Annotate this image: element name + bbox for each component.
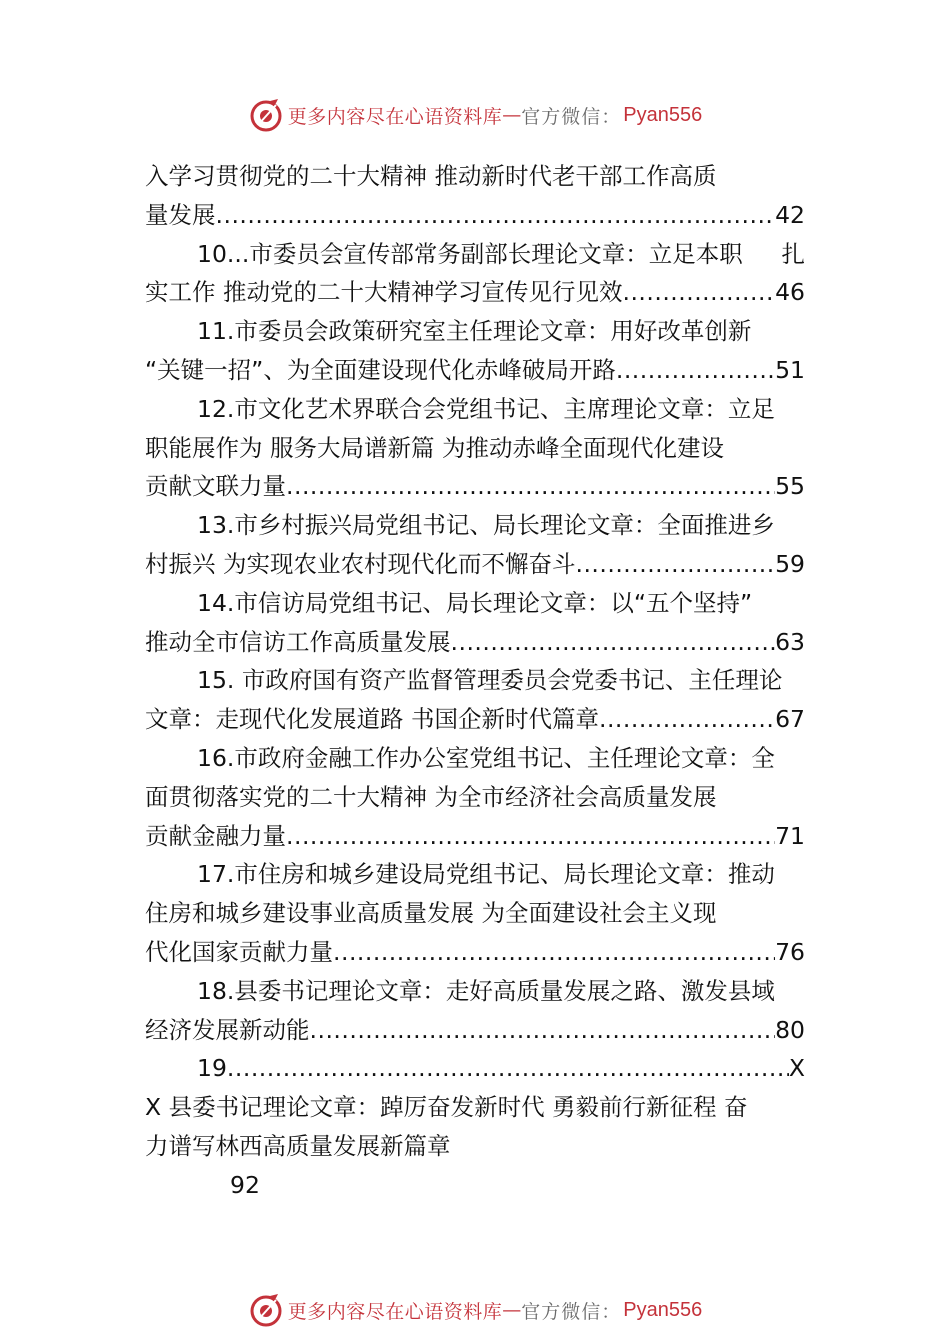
toc-leader (286, 467, 775, 506)
toc-line (145, 778, 805, 817)
toc-text: 16.市政府金融工作办公室党组书记、主任理论文章：全 (197, 743, 775, 772)
toc-page-number: 71 (775, 821, 805, 850)
toc-text: 面贯彻落实党的二十大精神 为全市经济社会高质量发展 (145, 782, 717, 811)
banner-wechat-id: Pyan556 (623, 103, 703, 126)
toc-line (145, 273, 805, 312)
toc-text: 职能展作为 服务大局谱新篇 为推动赤峰全面现代化建设 (145, 433, 724, 462)
toc-leader (599, 700, 775, 739)
toc-line (145, 1088, 805, 1127)
toc-text: 19 (197, 1054, 227, 1083)
banner-mid-text: 官方微信： (521, 1300, 622, 1323)
toc-line (145, 157, 805, 196)
toc-text: 推动全市信访工作高质量发展 (145, 627, 451, 656)
brand-logo-icon (248, 1292, 284, 1328)
toc-line (145, 351, 805, 390)
toc-text: 力谱写林西高质量发展新篇章 (145, 1131, 451, 1160)
toc-line (145, 1011, 805, 1050)
banner-mid-text: 官方微信： (521, 105, 622, 128)
toc-line (145, 1166, 805, 1205)
toc-page-number: 67 (775, 705, 805, 734)
banner-dash: — (502, 104, 522, 126)
watermark-banner-top (0, 95, 950, 135)
toc-line (145, 623, 805, 662)
toc-leader (622, 273, 775, 312)
toc-text: 住房和城乡建设事业高质量发展 为全面建设社会主义现 (145, 899, 717, 928)
toc-text: 经济发展新动能 (145, 1015, 310, 1044)
toc-text: X 县委书记理论文章：踔厉奋发新时代 勇毅前行新征程 奋 (145, 1093, 748, 1122)
toc-text: X (788, 1054, 805, 1083)
toc-line (145, 739, 805, 778)
toc-text: 贡献文联力量 (145, 472, 286, 501)
table-of-contents (145, 157, 805, 1205)
toc-text: 17.市住房和城乡建设局党组书记、局长理论文章：推动 (197, 860, 775, 889)
toc-line (145, 235, 805, 274)
toc-leader (616, 351, 775, 390)
banner-left-text: 更多内容尽在心语资料库 (287, 105, 503, 128)
toc-line (145, 467, 805, 506)
toc-text: 11.市委员会政策研究室主任理论文章：用好改革创新 (197, 317, 752, 346)
toc-text: 入学习贯彻党的二十大精神 推动新时代老干部工作高质 (145, 162, 717, 190)
toc-leader (286, 817, 775, 856)
toc-text: 15. 市政府国有资产监督管理委员会党委书记、主任理论 (197, 666, 783, 695)
watermark-banner-bottom (0, 1290, 950, 1330)
toc-leader (216, 196, 776, 235)
toc-text: 代化国家贡献力量 (145, 937, 333, 966)
toc-text: 扎 (781, 239, 805, 268)
toc-line (145, 390, 805, 429)
toc-line (145, 312, 805, 351)
toc-line (145, 661, 805, 700)
toc-leader (310, 1011, 776, 1050)
brand-logo-icon (248, 97, 284, 133)
toc-line (145, 933, 805, 972)
toc-line (145, 894, 805, 933)
toc-page-number: 92 (230, 1170, 260, 1199)
toc-text: 18.县委书记理论文章：走好高质量发展之路、激发县域 (197, 976, 775, 1005)
toc-page-number: 59 (775, 549, 805, 578)
toc-line (145, 1127, 805, 1166)
toc-line (145, 506, 805, 545)
toc-line (145, 196, 805, 235)
toc-text: 14.市信访局党组书记、局长理论文章：以“五个坚持” (197, 588, 753, 617)
toc-page-number: 42 (775, 200, 805, 229)
toc-leader (227, 1049, 789, 1088)
toc-text: 实工作 推动党的二十大精神学习宣传见行见效 (145, 278, 623, 307)
toc-text: 文章：走现代化发展道路 书国企新时代篇章 (145, 705, 599, 734)
toc-page-number: 80 (775, 1015, 805, 1044)
toc-text: 贡献金融力量 (145, 821, 286, 850)
toc-line (145, 972, 805, 1011)
toc-text: 10...市委员会宣传部常务副部长理论文章：立足本职 (197, 239, 743, 268)
toc-text: 量发展 (145, 200, 216, 229)
toc-leader (451, 623, 776, 662)
toc-page-number: 63 (775, 627, 805, 656)
toc-line (145, 1049, 805, 1088)
toc-line (145, 584, 805, 623)
toc-line (145, 700, 805, 739)
toc-page-number: 55 (775, 472, 805, 501)
toc-line (145, 817, 805, 856)
toc-line (145, 855, 805, 894)
toc-page-number: 76 (775, 937, 805, 966)
toc-leader (333, 933, 775, 972)
toc-line (145, 429, 805, 468)
toc-line (145, 545, 805, 584)
banner-dash: — (502, 1299, 522, 1321)
toc-text: 12.市文化艺术界联合会党组书记、主席理论文章：立足 (197, 394, 775, 423)
toc-text: 村振兴 为实现农业农村现代化而不懈奋斗 (145, 549, 576, 578)
banner-left-text: 更多内容尽在心语资料库 (287, 1300, 503, 1323)
banner-wechat-id: Pyan556 (623, 1298, 703, 1321)
toc-text: “关键一招”、为全面建设现代化赤峰破局开路 (145, 355, 616, 384)
toc-text: 13.市乡村振兴局党组书记、局长理论文章：全面推进乡 (197, 511, 775, 540)
toc-page-number: 46 (775, 278, 805, 307)
toc-leader (575, 545, 775, 584)
toc-page-number: 51 (775, 355, 805, 384)
